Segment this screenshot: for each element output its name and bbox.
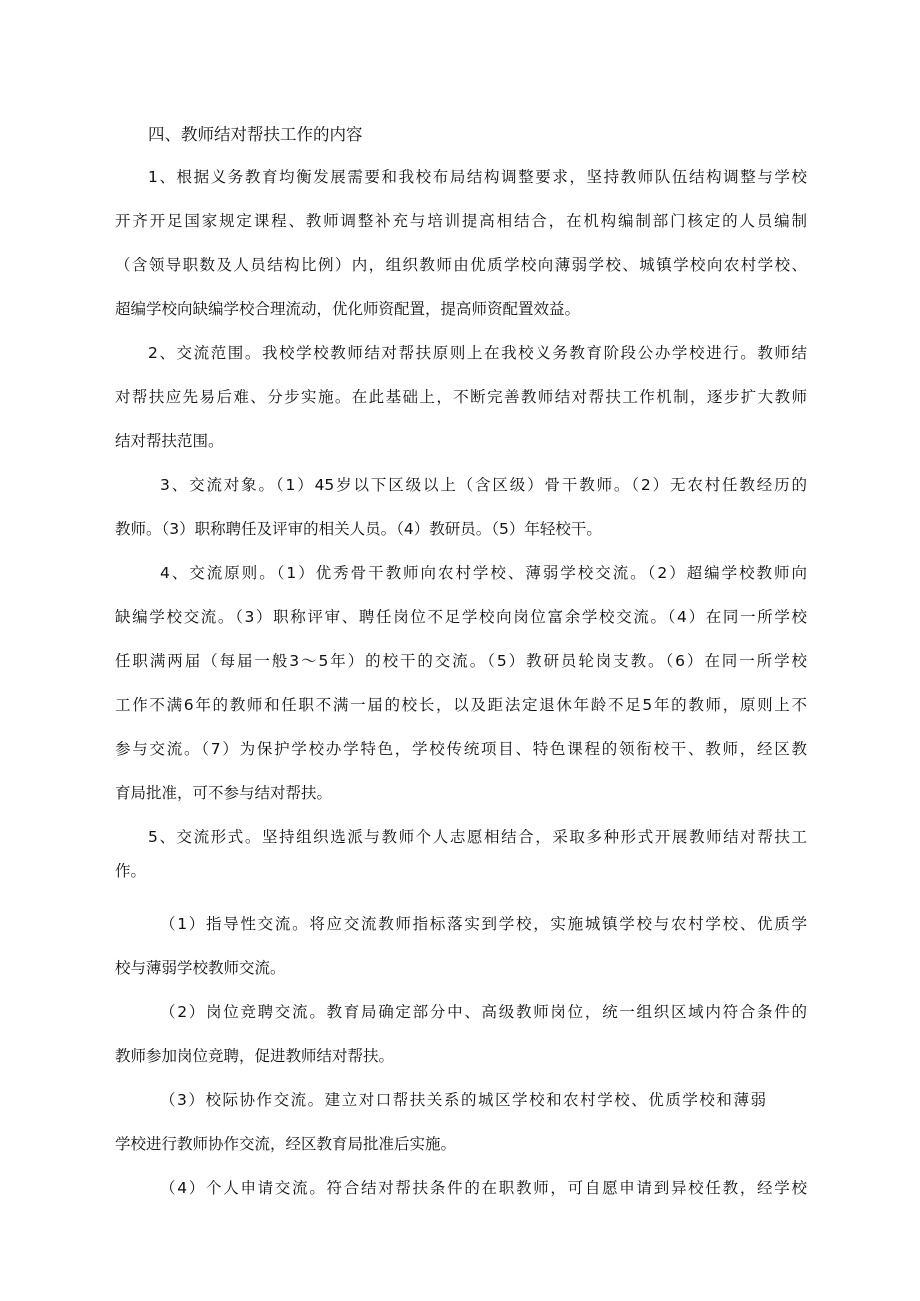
paragraph-line: 超编学校向缺编学校合理流动，优化师资配置，提高师资配置效益。 bbox=[115, 300, 581, 318]
paragraph-line: （3）校际协作交流。建立对口帮扶关系的城区学校和农村学校、优质学校和薄弱 bbox=[160, 1091, 766, 1109]
paragraph-line: 任职满两届（每届一般3〜5年）的校干的交流。（5）教研员轮岗支教。（6）在同一所学校 bbox=[115, 652, 807, 670]
paragraph-line: 学校进行教师协作交流，经区教育局批准后实施。 bbox=[115, 1135, 457, 1153]
paragraph-line: 作。 bbox=[115, 862, 147, 880]
paragraph-line: 参与交流。（7）为保护学校办学特色，学校传统项目、特色课程的领衔校干、教师，经区教 bbox=[115, 740, 807, 758]
paragraph-line: 育局批准，可不参与结对帮扶。 bbox=[115, 784, 333, 802]
paragraph-line: 工作不满6年的教师和任职不满一届的校长，以及距法定退休年龄不足5年的教师，原则上不 bbox=[115, 696, 807, 714]
paragraph-line: 3、交流对象。（1）45岁以下区级以上（含区级）骨干教师。（2）无农村任教经历的 bbox=[160, 476, 807, 494]
paragraph-line: 教师参加岗位竞聘，促进教师结对帮扶。 bbox=[115, 1047, 395, 1065]
paragraph-line: 4、交流原则。（1）优秀骨干教师向农村学校、薄弱学校交流。（2）超编学校教师向 bbox=[160, 564, 807, 582]
paragraph-line: 开齐开足国家规定课程、教师调整补充与培训提高相结合，在机构编制部门核定的人员编制 bbox=[115, 212, 807, 230]
paragraph-line: 1、根据义务教育均衡发展需要和我校布局结构调整要求，坚持教师队伍结构调整与学校 bbox=[148, 168, 807, 186]
section-heading: 四、教师结对帮扶工作的内容 bbox=[148, 126, 363, 144]
paragraph-line: 5、交流形式。坚持组织选派与教师个人志愿相结合，采取多种形式开展教师结对帮扶工 bbox=[148, 828, 807, 846]
paragraph-line: （4）个人申请交流。符合结对帮扶条件的在职教师，可自愿申请到异校任教，经学校 bbox=[160, 1179, 807, 1197]
paragraph-line: （含领导职数及人员结构比例）内，组织教师由优质学校向薄弱学校、城镇学校向农村学校、 bbox=[115, 256, 807, 274]
paragraph-line: 缺编学校交流。（3）职称评审、聘任岗位不足学校向岗位富余学校交流。（4）在同一所学校 bbox=[115, 608, 807, 626]
paragraph-line: 校与薄弱学校教师交流。 bbox=[115, 959, 286, 977]
paragraph-line: （1）指导性交流。将应交流教师指标落实到学校，实施城镇学校与农村学校、优质学 bbox=[160, 915, 807, 933]
paragraph-line: （2）岗位竞聘交流。教育局确定部分中、高级教师岗位，统一组织区域内符合条件的 bbox=[160, 1003, 807, 1021]
paragraph-line: 对帮扶应先易后难、分步实施。在此基础上，不断完善教师结对帮扶工作机制，逐步扩大教师 bbox=[115, 388, 807, 406]
paragraph-line: 2、交流范围。我校学校教师结对帮扶原则上在我校义务教育阶段公办学校进行。教师结 bbox=[148, 344, 807, 362]
paragraph-line: 结对帮扶范围。 bbox=[115, 432, 224, 450]
paragraph-line: 教师。（3）职称聘任及评审的相关人员。（4）教研员。（5）年轻校干。 bbox=[115, 520, 602, 538]
